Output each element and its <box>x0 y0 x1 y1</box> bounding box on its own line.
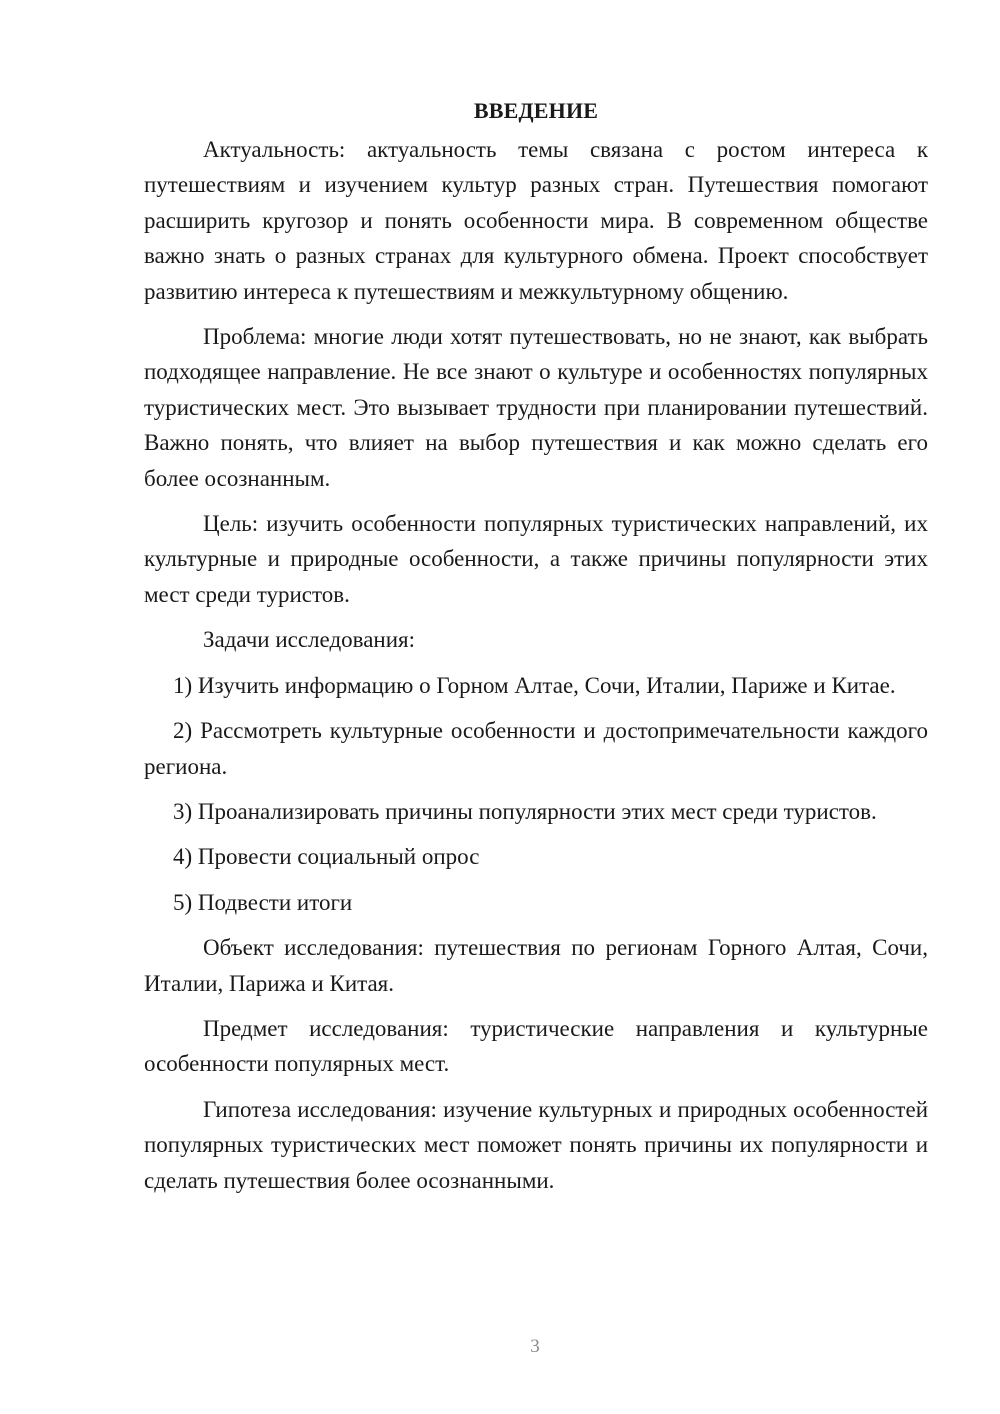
task-item-5: 5) Подвести итоги <box>173 889 353 915</box>
paragraph-subject: Предмет исследования: туристические направления и культурные особенности популярных мест. <box>144 1015 928 1077</box>
page-content <box>144 94 928 1208</box>
tasks-heading: Задачи исследования: <box>203 627 416 653</box>
page-number: 3 <box>530 1336 540 1357</box>
task-item-3: 3) Проанализировать причины популярности этих мест среди туристов. <box>173 798 877 824</box>
paragraph-object: Объект исследования: путешествия по регионам Горного Алтая, Сочи, Италии, Парижа и Китая. <box>144 935 928 996</box>
paragraph-goal: Цель: изучить особенности популярных туристических направлений, их культурные и природные особенности, а также причины популярности этих мест среди туристов. <box>144 511 928 607</box>
task-item-4: 4) Провести социальный опрос <box>173 844 480 870</box>
task-item-1: 1) Изучить информацию о Горном Алтае, Сочи, Италии, Париже и Китае. <box>173 672 896 698</box>
paragraph-hypothesis: Гипотеза исследования: изучение культурных и природных особенностей популярных туристических мест поможет понять причины их популярности и сделать путешествия более осознанными. <box>144 1096 928 1193</box>
paragraph-relevance: Актуальность: актуальность темы связана с ростом интереса к путешествиям и изучением культур разных стран. Путешествия помогают расширить кругозор и понять особенности мира. В современном обществе важно знать о разных странах для культурного обмена. Проект способствует развитию интереса к путешествиям и межкультурному общению. <box>144 137 928 304</box>
page-title: ВВЕДЕНИЕ <box>473 98 599 123</box>
paragraph-problem: Проблема: многие люди хотят путешествовать, но не знают, как выбрать подходящее направление. Не все знают о культуре и особенностях популярных туристических мест. Это вызывает трудности при планировании путешествий. Важно понять, что влияет на выбор путешествия и как можно сделать его более осознанным. <box>144 324 928 491</box>
task-item-2: 2) Рассмотреть культурные особенности и достопримечательности каждого региона. <box>144 718 928 779</box>
